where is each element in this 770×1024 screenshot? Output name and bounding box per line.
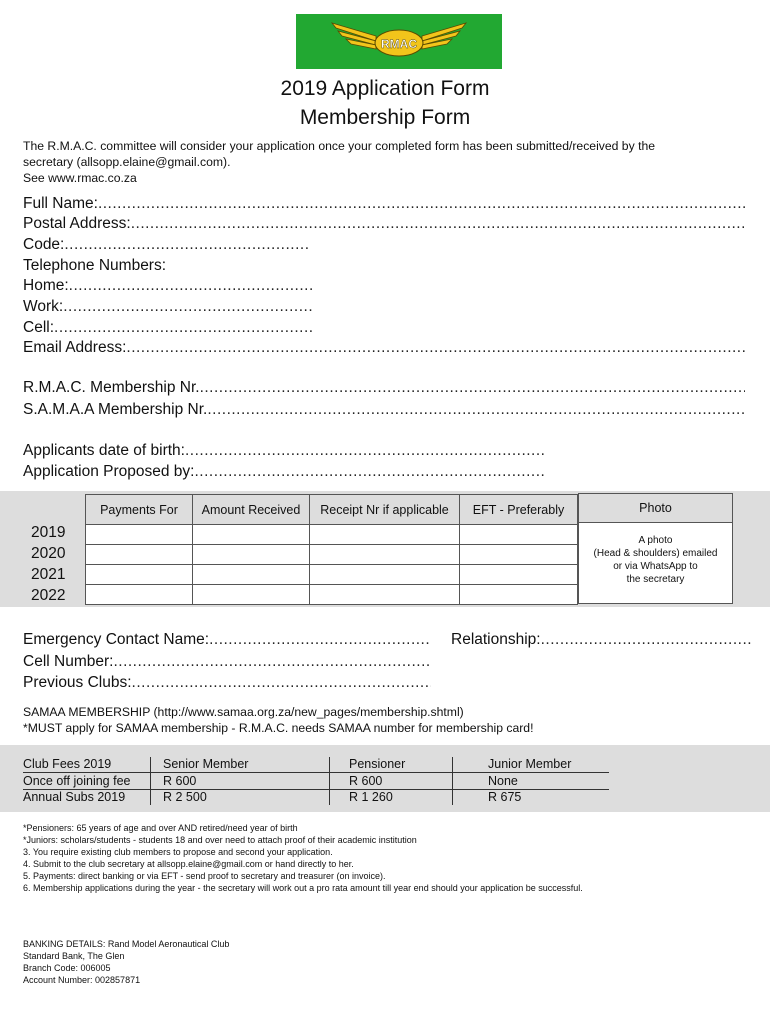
fees-row-label: Club Fees 2019 xyxy=(23,757,112,771)
emergency-contact-field[interactable] xyxy=(23,630,431,650)
dob-label: Applicants date of birth: xyxy=(23,442,185,459)
full-name-label: Full Name: xyxy=(23,195,98,212)
samaa-note: SAMAA MEMBERSHIP (http://www.samaa.org.za/new_pages/membership.shtml) xyxy=(23,705,464,719)
column-header: Receipt Nr if applicable xyxy=(310,495,460,525)
fees-divider xyxy=(452,757,453,805)
fees-divider xyxy=(23,789,609,790)
payment-cell[interactable] xyxy=(193,525,310,545)
code-field[interactable] xyxy=(23,235,310,255)
fees-column-header: Senior Member xyxy=(163,757,249,771)
proposed-by-label: Application Proposed by: xyxy=(23,463,195,480)
payment-cell[interactable] xyxy=(86,545,193,565)
fees-column-header: Junior Member xyxy=(488,757,572,771)
intro-line: See www.rmac.co.za xyxy=(23,171,137,185)
photo-line: the secretary xyxy=(626,574,685,585)
fees-cell: R 1 260 xyxy=(349,790,393,804)
cell-number-field[interactable] xyxy=(23,652,431,672)
payment-cell[interactable] xyxy=(193,585,310,605)
home-label: Home: xyxy=(23,277,69,294)
payment-cell[interactable] xyxy=(86,525,193,545)
proposed-by-field[interactable] xyxy=(23,462,545,482)
relationship-field[interactable] xyxy=(451,630,751,650)
payment-cell[interactable] xyxy=(310,585,460,605)
note-line: 5. Payments: direct banking or via EFT - send proof to secretary and treasurer (on invoice). xyxy=(23,871,386,881)
table-row xyxy=(86,545,578,565)
payment-cell[interactable] xyxy=(193,545,310,565)
fees-divider xyxy=(329,757,330,805)
emergency-contact-label: Emergency Contact Name: xyxy=(23,631,210,648)
work-phone-field[interactable] xyxy=(23,297,312,317)
photo-instructions xyxy=(579,523,732,586)
logo-text: RMAC xyxy=(381,37,417,51)
payment-cell[interactable] xyxy=(310,525,460,545)
note-line: *Pensioners: 65 years of age and over AND retired/need year of birth xyxy=(23,823,298,833)
payment-cell[interactable] xyxy=(193,565,310,585)
column-header: Amount Received xyxy=(193,495,310,525)
fees-cell: R 2 500 xyxy=(163,790,207,804)
fees-cell: None xyxy=(488,773,518,788)
table-row xyxy=(86,525,578,545)
fees-row-label: Annual Subs 2019 xyxy=(23,790,126,804)
club-logo xyxy=(296,14,502,69)
intro-line: The R.M.A.C. committee will consider your application once your completed form has been submitted/received by the xyxy=(23,139,656,153)
payment-cell[interactable] xyxy=(310,565,460,585)
full-name-field[interactable] xyxy=(23,194,745,214)
fees-table xyxy=(23,756,623,808)
table-row xyxy=(86,585,578,605)
fees-column-header: Pensioner xyxy=(349,757,406,771)
photo-box[interactable] xyxy=(578,493,733,604)
payment-cell[interactable] xyxy=(86,585,193,605)
table-header-row xyxy=(86,495,578,525)
banking-line: Branch Code: 006005 xyxy=(23,963,111,973)
banking-line: Account Number: 002857871 xyxy=(23,975,141,985)
postal-address-field[interactable] xyxy=(23,214,745,234)
payment-cell[interactable] xyxy=(310,545,460,565)
year-label: 2022 xyxy=(31,587,66,604)
code-label: Code: xyxy=(23,236,65,253)
rmac-membership-label: R.M.A.C. Membership Nr. xyxy=(23,379,200,396)
year-label: 2019 xyxy=(31,524,66,541)
form-subtitle: Membership Form xyxy=(299,106,471,129)
fees-divider xyxy=(150,757,151,805)
payment-cell[interactable] xyxy=(460,585,578,605)
previous-clubs-field[interactable] xyxy=(23,673,431,693)
fees-row-label: Once off joining fee xyxy=(23,773,131,788)
fees-cell: R 600 xyxy=(163,773,197,788)
fees-divider xyxy=(23,772,609,773)
work-label: Work: xyxy=(23,298,64,315)
table-row xyxy=(86,565,578,585)
email-label: Email Address: xyxy=(23,339,127,356)
cell-label: Cell: xyxy=(23,319,55,336)
banking-line: BANKING DETAILS: Rand Model Aeronautical Club xyxy=(23,939,230,949)
date-of-birth-field[interactable] xyxy=(23,441,545,461)
fees-cell: R 600 xyxy=(349,773,383,788)
photo-line: A photo xyxy=(638,535,673,546)
photo-line: (Head & shoulders) emailed xyxy=(593,548,718,559)
intro-paragraph xyxy=(23,138,753,186)
samaa-membership-label: S.A.M.A.A Membership Nr. xyxy=(23,401,208,418)
samaa-must-note: *MUST apply for SAMAA membership - R.M.A.C. needs SAMAA number for membership card! xyxy=(23,721,534,735)
banking-line: Standard Bank, The Glen xyxy=(23,951,125,961)
form-title: 2019 Application Form xyxy=(280,77,490,100)
relationship-label: Relationship: xyxy=(451,631,541,648)
note-line: 3. You require existing club members to propose and second your application. xyxy=(23,847,333,857)
rmac-wings-logo xyxy=(296,14,502,69)
column-header: EFT - Preferably xyxy=(460,495,578,525)
telephone-heading: Telephone Numbers: xyxy=(23,257,167,274)
home-phone-field[interactable] xyxy=(23,276,312,296)
note-line: 4. Submit to the club secretary at allsopp.elaine@gmail.com or hand directly to her. xyxy=(23,859,354,869)
year-label: 2021 xyxy=(31,566,66,583)
note-line: *Juniors: scholars/students - students 18 and over need to attach proof of their academic institution xyxy=(23,835,417,845)
column-header: Payments For xyxy=(86,495,193,525)
rmac-membership-field[interactable] xyxy=(23,378,745,398)
photo-header: Photo xyxy=(579,494,732,523)
cell-number-label: Cell Number: xyxy=(23,653,114,670)
payment-cell[interactable] xyxy=(460,545,578,565)
intro-line: secretary (allsopp.elaine@gmail.com). xyxy=(23,155,231,169)
year-label: 2020 xyxy=(31,545,66,562)
fees-cell: R 675 xyxy=(488,790,522,804)
note-line: 6. Membership applications during the year - the secretary will work out a pro rata amount till year end should your application be successful. xyxy=(23,883,583,893)
samaa-membership-field[interactable] xyxy=(23,400,745,420)
payments-table xyxy=(85,494,578,605)
payment-cell[interactable] xyxy=(86,565,193,585)
payment-cell[interactable] xyxy=(460,525,578,545)
postal-address-label: Postal Address: xyxy=(23,215,131,232)
email-field[interactable] xyxy=(23,338,745,358)
payment-cell[interactable] xyxy=(460,565,578,585)
cell-phone-field[interactable] xyxy=(23,318,312,338)
photo-line: or via WhatsApp to xyxy=(613,561,698,572)
previous-clubs-label: Previous Clubs: xyxy=(23,674,132,691)
